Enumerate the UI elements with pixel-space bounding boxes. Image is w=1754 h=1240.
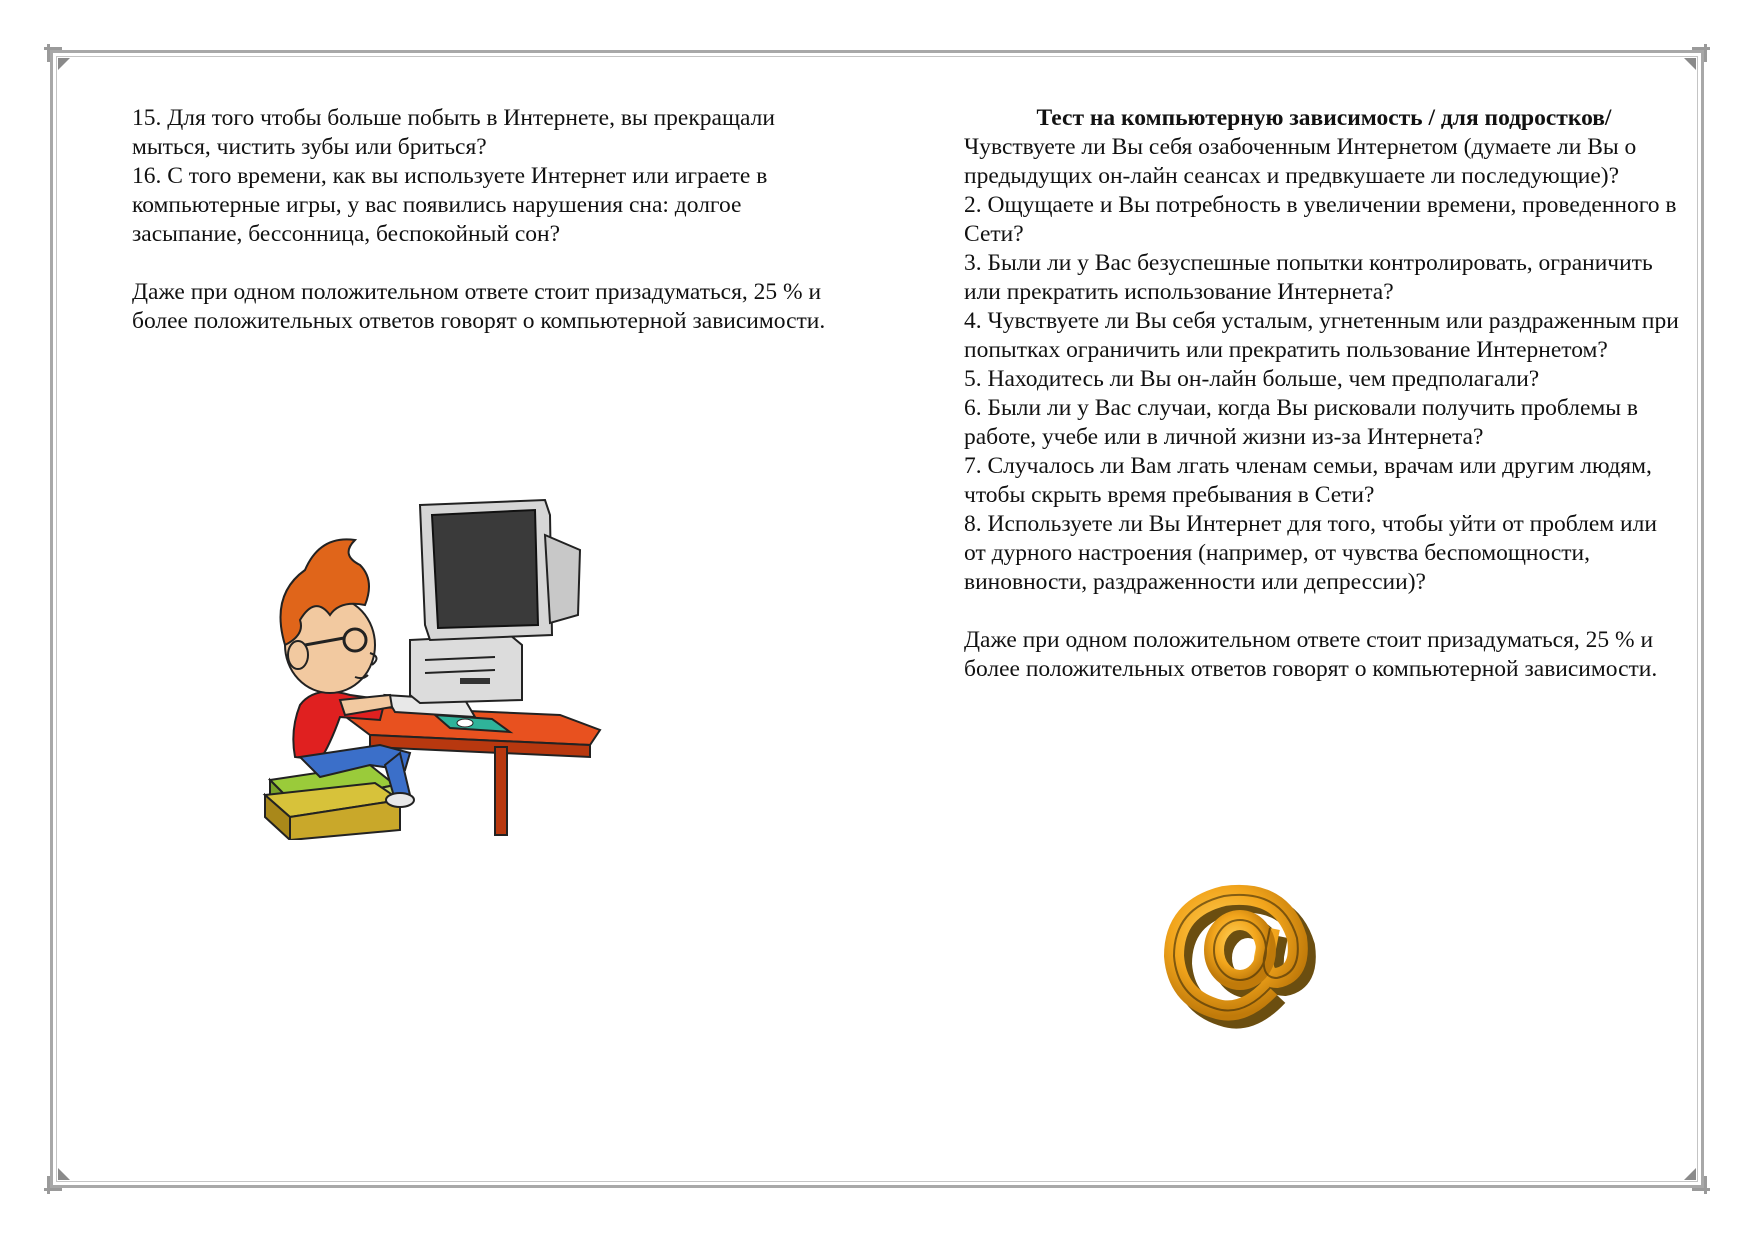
corner-ornament-bottom-left xyxy=(58,1168,70,1180)
corner-ornament-bottom-right xyxy=(1684,1168,1696,1180)
test-title: Тест на компьютерную зависимость / для подростков/ xyxy=(1036,105,1612,131)
child-at-computer-icon xyxy=(260,495,605,840)
frame-tick xyxy=(1692,1188,1710,1191)
question-15: 15. Для того чтобы больше побыть в Интернете, вы прекращали мыться, чистить зубы или бриться? xyxy=(132,105,775,160)
right-page-column xyxy=(964,104,1684,684)
frame-tick xyxy=(1692,47,1710,50)
left-page-column xyxy=(132,104,852,336)
question-7: 7. Случалось ли Вам лгать членам семьи, врачам или другим людям, чтобы скрыть время пребывания в Сети? xyxy=(964,453,1652,508)
question-8: 8. Используете ли Вы Интернет для того, чтобы уйти от проблем или от дурного настроения (например, от чувства беспомощности, виновности, раздраженности или депрессии)? xyxy=(964,511,1657,595)
frame-tick xyxy=(47,44,50,62)
at-sign-icon xyxy=(1152,878,1324,1040)
question-5: 5. Находитесь ли Вы он-лайн больше, чем предполагали? xyxy=(964,366,1540,392)
question-6: 6. Были ли у Вас случаи, когда Вы рисковали получить проблемы в работе, учебе или в личной жизни из-за Интернета? xyxy=(964,395,1639,450)
question-1: Чувствуете ли Вы себя озабоченным Интернетом (думаете ли Вы о предыдущих он-лайн сеансах и предвкушаете ли последующие)? xyxy=(964,134,1637,189)
conclusion-text: Даже при одном положительном ответе стоит призадуматься, 25 % и более положительных ответов говорят о компьютерной зависимости. xyxy=(964,627,1658,682)
question-16: 16. С того времени, как вы используете Интернет или играете в компьютерные игры, у вас появились нарушения сна: долгое засыпание, бессонница, беспокойный сон? xyxy=(132,163,768,247)
corner-ornament-top-left xyxy=(58,58,70,70)
question-3: 3. Были ли у Вас безуспешные попытки контролировать, ограничить или прекратить использование Интернета? xyxy=(964,250,1653,305)
conclusion-text: Даже при одном положительном ответе стоит призадуматься, 25 % и более положительных ответов говорят о компьютерной зависимости. xyxy=(132,279,826,334)
frame-tick xyxy=(1704,1176,1707,1194)
frame-tick xyxy=(1704,44,1707,62)
corner-ornament-top-right xyxy=(1684,58,1696,70)
question-2: 2. Ощущаете и Вы потребность в увеличении времени, проведенного в Сети? xyxy=(964,192,1677,247)
question-4: 4. Чувствуете ли Вы себя усталым, угнетенным или раздраженным при попытках ограничить или прекратить пользование Интернетом? xyxy=(964,308,1679,363)
frame-tick xyxy=(47,1176,50,1194)
